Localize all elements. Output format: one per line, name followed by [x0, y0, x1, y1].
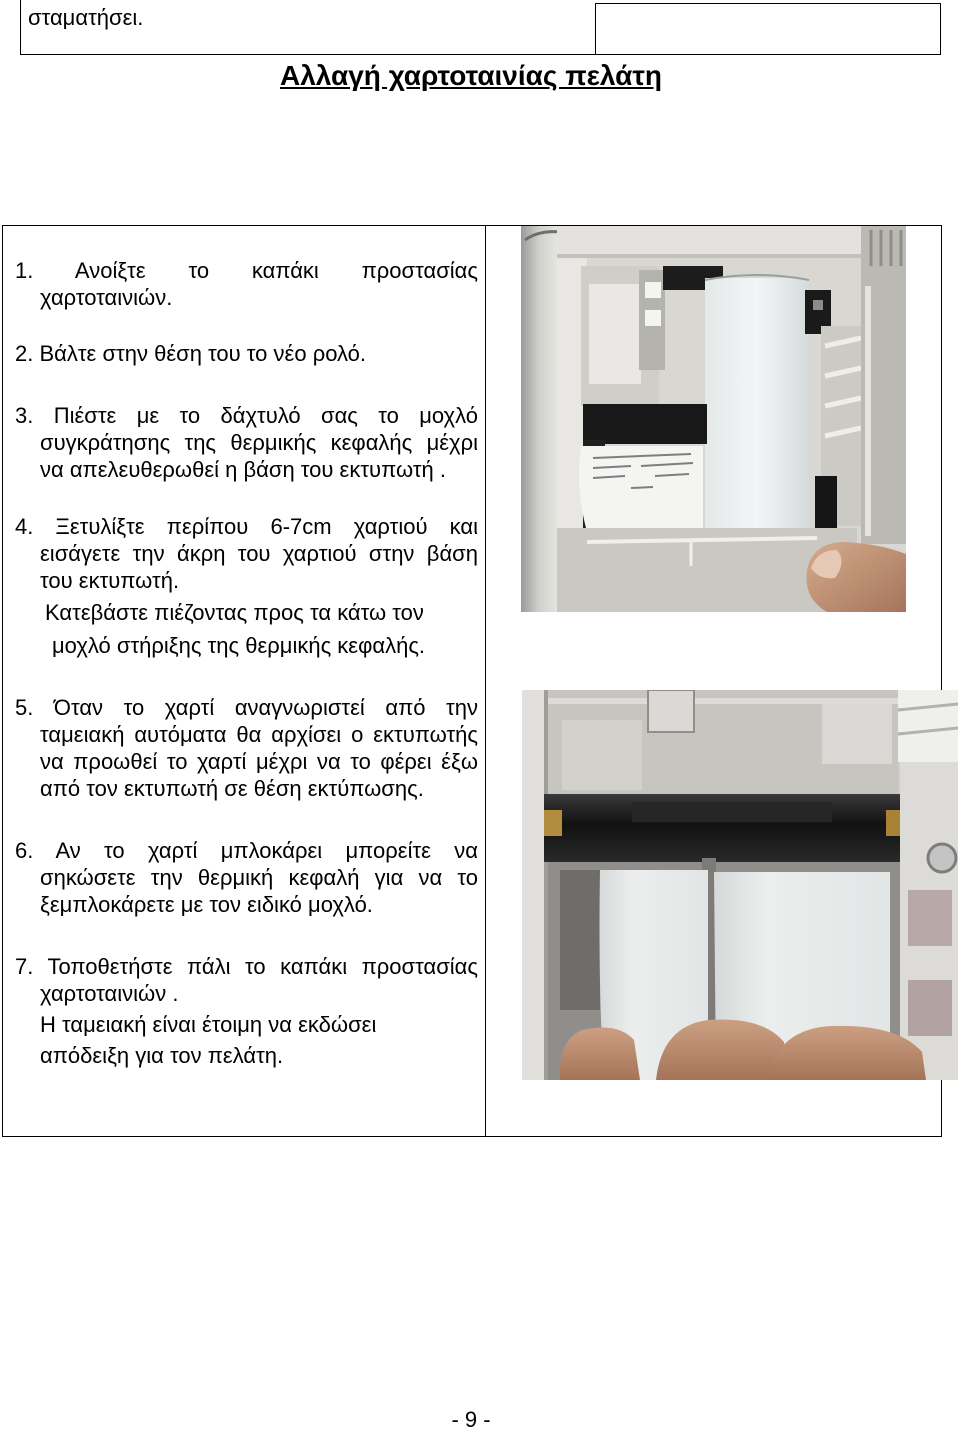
step-4-note-line: Κατεβάστε πιέζοντας προς τα κάτω τον [45, 600, 424, 625]
step-1 [15, 257, 478, 311]
step-1-line: 1. Ανοίξτε το καπάκι προστασίας [15, 258, 478, 283]
printed-receipt [579, 446, 703, 532]
step-3-line: 3. Πιέστε με το δάχτυλό σας το μοχλό [15, 403, 478, 428]
step-4-line: 4. Ξετυλίξτε περίπου 6-7cm χαρτιού και [15, 514, 478, 539]
page-number: - 9 - [451, 1407, 491, 1432]
step-7-note-line: απόδειξη για τον πελάτη. [40, 1043, 284, 1068]
step-3 [15, 402, 478, 483]
step-5-line: 5. Όταν το χαρτί αναγνωριστεί από την [15, 695, 478, 720]
roll-holder [583, 404, 707, 444]
previous-table-image-cell [595, 3, 941, 55]
step-5-line: από τον εκτυπωτή σε θέση εκτύπωσης. [40, 776, 424, 801]
step-6-line: ξεμπλοκάρετε με τον ειδικό μοχλό. [40, 892, 373, 917]
step-6 [15, 837, 478, 918]
step-2-line: 2. Βάλτε στην θέση του το νέο ρολό. [15, 341, 367, 366]
step-7-line: 7. Τοποθετήστε πάλι το καπάκι προστασίας [15, 954, 478, 979]
printer-housing [521, 226, 557, 612]
step-3-line: να απελευθερωθεί η βάση του εκτυπωτή . [40, 457, 446, 482]
step-4-line: εισάγετε την άκρη του χαρτιού στην βάση [40, 541, 478, 566]
step-5 [15, 694, 478, 802]
step-4-note-line: μοχλό στήριξης της θερμικής κεφαλής. [52, 633, 426, 658]
paper-roll [705, 278, 809, 528]
section-heading: Αλλαγή χαρτοταινίας πελάτη [280, 60, 662, 91]
printer-paper-roll-photo [521, 226, 906, 612]
step-1-line: χαρτοταινιών. [40, 285, 173, 310]
step-6-line: σηκώσετε την θερμική κεφαλή για να το [40, 865, 478, 890]
step-7-note-line: Η ταμειακή είναι έτοιμη να εκδώσει [40, 1012, 377, 1037]
step-4 [15, 513, 478, 594]
step-5-line: ταμειακή αυτόματα θα αρχίσει ο εκτυπωτής [40, 722, 478, 747]
step-2 [15, 340, 478, 367]
previous-table-text-cell [20, 0, 596, 55]
step-6-line: 6. Αν το χαρτί μπλοκάρει μπορείτε να [15, 838, 478, 863]
printer-paper-feed-photo [522, 690, 958, 1080]
step-7 [15, 953, 478, 1007]
step-5-line: να προωθεί το χαρτί μέχρι να το φέρει έξω [40, 749, 478, 774]
finger [806, 542, 906, 612]
side-button [928, 844, 956, 872]
step-3-line: συγκράτησης της θερμικής κεφαλής μέχρι [40, 430, 478, 455]
step-7-line: χαρτοταινιών . [40, 981, 179, 1006]
previous-table-text: σταματήσει. [28, 5, 144, 30]
step-4-line: του εκτυπωτή. [40, 568, 180, 593]
